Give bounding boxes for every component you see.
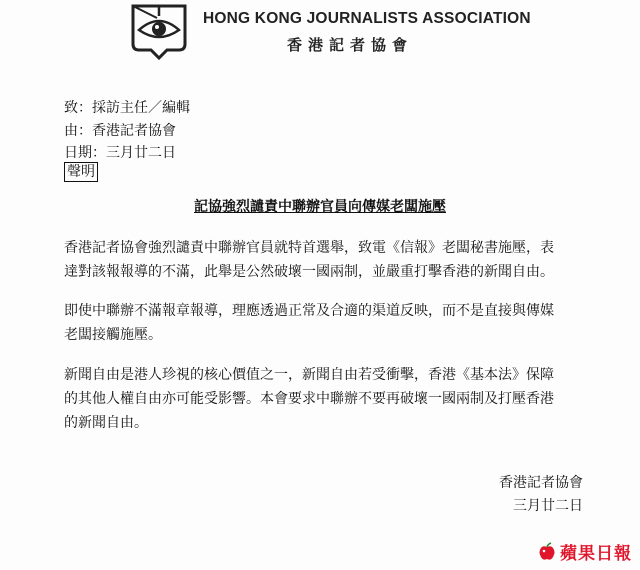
body-paragraph (64, 236, 584, 284)
paragraph-line: 新聞自由是港人珍視的核心價值之一，新聞自由若受衝擊，香港《基本法》保障 (64, 367, 554, 383)
paragraph-line: 的新聞自由。 (64, 415, 148, 431)
apple-icon (537, 542, 557, 562)
body-paragraph (64, 299, 584, 347)
watermark-text: 蘋果日報 (560, 544, 632, 564)
paragraph-line: 的其他人權自由亦可能受影響。本會要求中聯辦不要再破壞一國兩制及打壓香港 (64, 391, 554, 407)
body-paragraph (64, 363, 584, 435)
paragraph-line: 即使中聯辦不滿報章報導，理應透過正常及合適的渠道反映，而不是直接與傳媒 (64, 303, 554, 319)
recipient-line: 致：採訪主任／編輯 (64, 100, 190, 116)
eye-pen-logo-icon (127, 4, 191, 60)
signature-date: 三月廿二日 (513, 498, 583, 514)
statement-stamp: 聲明 (64, 162, 98, 182)
paragraph-line: 老闆接觸施壓。 (64, 327, 162, 343)
paragraph-line: 達對該報報導的不滿，此舉是公然破壞一國兩制，並嚴重打擊香港的新聞自由。 (64, 264, 554, 280)
org-name-chinese: 香港記者協會 (287, 36, 414, 54)
sender-line: 由：香港記者協會 (64, 123, 176, 139)
apple-daily-watermark (537, 539, 632, 564)
signature-org: 香港記者協會 (499, 475, 583, 491)
date-line: 日期：三月廿二日 (64, 145, 176, 161)
statement-title: 記協強烈譴責中聯辦官員向傳媒老闆施壓 (194, 199, 446, 215)
paragraph-line: 香港記者協會強烈譴責中聯辦官員就特首選舉，致電《信報》老闆秘書施壓，表 (64, 240, 554, 256)
org-name-english: HONG KONG JOURNALISTS ASSOCIATION (203, 10, 531, 27)
